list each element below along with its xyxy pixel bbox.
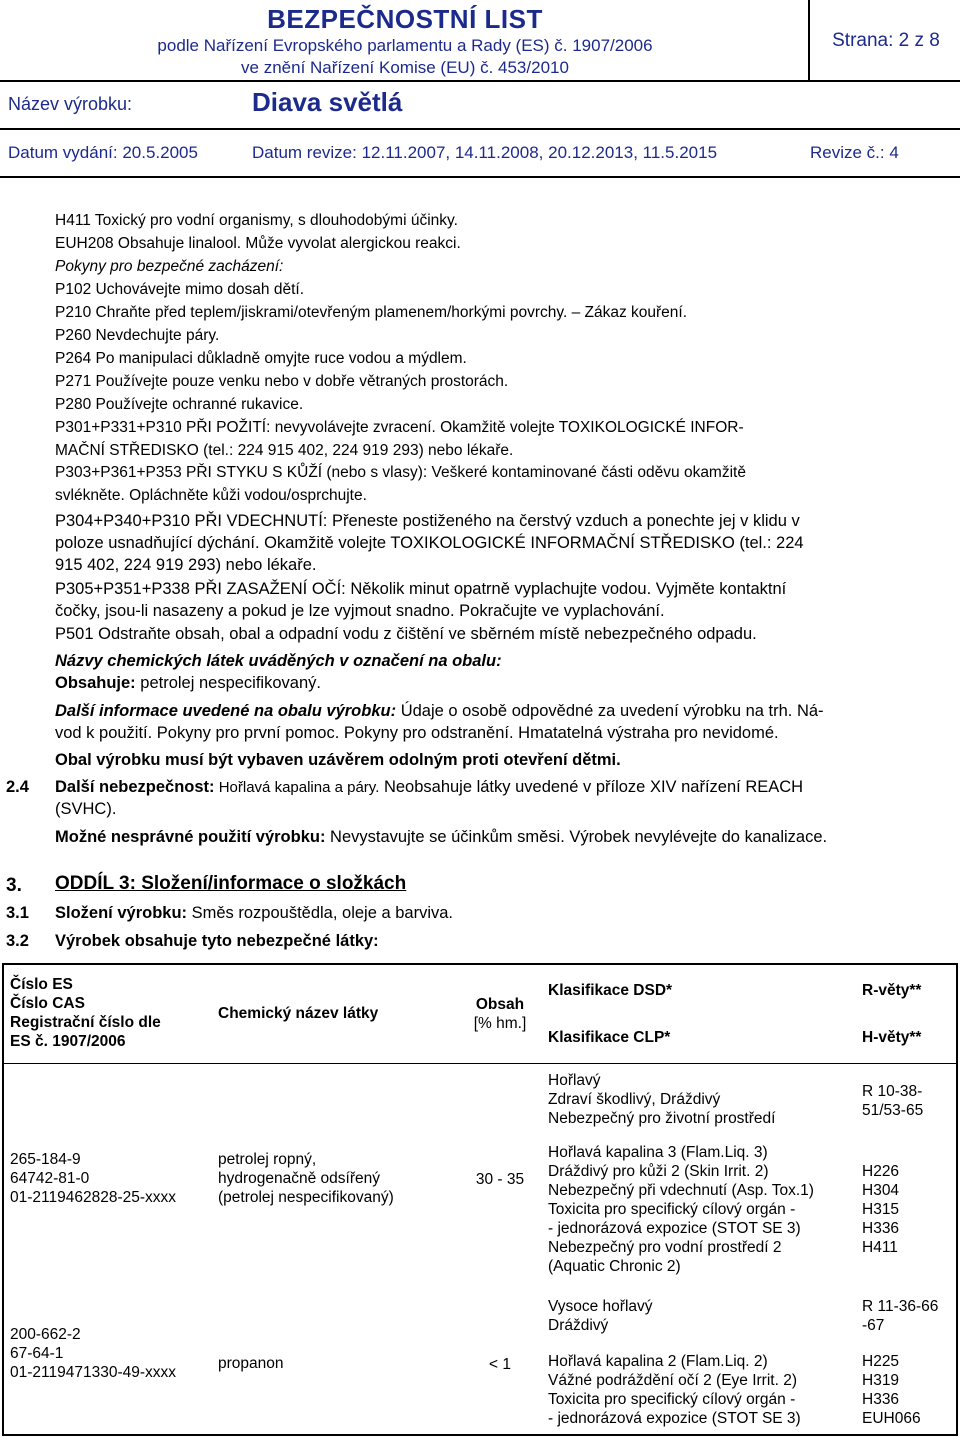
precaution-statement: P304+P340+P310 PŘI VDECHNUTÍ: Přeneste postiženého na čerstvý vzduch a ponechte jej v klidu v	[55, 512, 800, 530]
substance-ids	[10, 1325, 176, 1382]
header-line: Číslo ES	[10, 976, 73, 993]
cell-line: Hořlavá kapalina 3 (Flam.Liq. 3)	[548, 1144, 768, 1161]
section-number: 2.4	[6, 778, 29, 796]
amendment-subtitle: ve znění Nařízení Komise (EU) č. 453/2010	[241, 58, 569, 77]
cell-line: R 11-36-66	[862, 1298, 939, 1315]
revision-dates: Datum revize: 12.11.2007, 14.11.2008, 20.12.2013, 11.5.2015	[252, 143, 718, 162]
cell-line: Dráždivý pro kůži 2 (Skin Irrit. 2)	[548, 1163, 769, 1180]
r-phrases	[862, 1297, 938, 1335]
other-info-text: Údaje o osobě odpovědné za uvedení výrobku na trh. Ná-	[396, 702, 824, 720]
header-rule	[0, 176, 960, 178]
other-hazards-label: Další nebezpečnost:	[55, 778, 215, 796]
cell-line: 51/53-65	[862, 1102, 924, 1119]
cell-line: propanon	[218, 1355, 284, 1372]
precaution-statement: P260 Nevdechujte páry.	[55, 327, 220, 344]
precaution-heading: Pokyny pro bezpečné zacházení:	[55, 258, 284, 275]
header-rule	[0, 80, 960, 82]
revision-number: Revize č.: 4	[810, 143, 899, 162]
precaution-statement: P501 Odstraňte obsah, obal a odpadní vodu z čištění ve sběrném místě nebezpečného odpadu.	[55, 625, 757, 643]
header-line: Číslo CAS	[10, 995, 85, 1012]
h-phrases	[862, 1352, 921, 1428]
precaution-statement: svlékněte. Opláchněte kůži vodou/osprchujte.	[55, 487, 367, 504]
col-header-h: H-věty**	[862, 1029, 922, 1046]
cell-line: Toxicita pro specifický cílový orgán -	[548, 1201, 796, 1218]
header-line: Obsah	[475, 996, 525, 1013]
contains-label: Obsahuje:	[55, 674, 136, 692]
misuse-label: Možné nesprávné použití výrobku:	[55, 828, 326, 846]
precaution-statement: P271 Používejte pouze venku nebo v dobře větraných prostorách.	[55, 373, 509, 390]
cell-line: - jednorázová expozice (STOT SE 3)	[548, 1410, 801, 1427]
precaution-statement: MAČNÍ STŘEDISKO (tel.: 224 915 402, 224 919 293) nebo lékaře.	[55, 442, 514, 459]
hazard-statement: EUH208 Obsahuje linalool. Může vyvolat alergickou reakci.	[55, 235, 461, 252]
cell-line: Toxicita pro specifický cílový orgán -	[548, 1391, 796, 1408]
precaution-statement: P280 Používejte ochranné rukavice.	[55, 396, 304, 413]
contains-line	[55, 674, 321, 693]
product-name: Diava světlá	[252, 87, 403, 117]
product-label: Název výrobku:	[8, 94, 133, 114]
chemical-names-heading: Názvy chemických látek uváděných v označení na obalu:	[55, 652, 502, 670]
cell-line: EUH066	[862, 1410, 921, 1427]
other-hazards-line: (SVHC).	[55, 800, 117, 818]
cell-line: Hořlavý	[548, 1072, 601, 1089]
cell-line: - jednorázová expozice (STOT SE 3)	[548, 1220, 801, 1237]
substance-content: 30 - 35	[475, 1171, 525, 1188]
cell-line: 01-2119462828-25-xxxx	[10, 1189, 177, 1206]
precaution-statement: P210 Chraňte před teplem/jiskrami/otevřeným plamenem/horkými povrchy. – Zákaz kouření.	[55, 304, 688, 321]
precaution-statement: P102 Uchovávejte mimo dosah dětí.	[55, 281, 304, 298]
precaution-statement: P303+P361+P353 PŘI STYKU S KŮŽÍ (nebo s vlasy): Veškeré kontaminované části oděvu okamžitě	[55, 464, 746, 481]
col-header-content	[450, 995, 550, 1033]
regulation-subtitle: podle Nařízení Evropského parlamentu a Rady (ES) č. 1907/2006	[157, 36, 653, 55]
cell-line: 67-64-1	[10, 1345, 64, 1362]
substance-ids	[10, 1150, 176, 1207]
cell-line: H336	[862, 1220, 900, 1237]
issue-date: Datum vydání: 20.5.2005	[8, 143, 198, 162]
dsd-classification	[548, 1297, 653, 1335]
table-header-rule	[2, 1063, 958, 1064]
header-divider	[808, 0, 810, 80]
child-closure-note: Obal výrobku musí být vybaven uzávěrem odolným proti otevření dětmi.	[55, 751, 621, 769]
cell-line: H319	[862, 1372, 900, 1389]
precaution-statement: P305+P351+P338 PŘI ZASAŽENÍ OČÍ: Několik minut opatrně vyplachujte vodou. Vyjměte kontaktní	[55, 580, 787, 598]
other-hazards-text: Neobsahuje látky uvedené v příloze XIV nařízení REACH	[379, 778, 804, 796]
cell-line: H411	[862, 1239, 898, 1256]
hazardous-substances-heading: Výrobek obsahuje tyto nebezpečné látky:	[55, 932, 379, 950]
col-header-r: R-věty**	[862, 982, 922, 999]
section-3-title: ODDÍL 3: Složení/informace o složkách	[55, 873, 407, 894]
misuse-text: Nevystavujte se účinkům směsi. Výrobek nevylévejte do kanalizace.	[325, 828, 828, 846]
composition-text: Směs rozpouštědla, oleje a barviva.	[187, 904, 454, 922]
cell-line: H225	[862, 1353, 900, 1370]
section-number: 3.2	[6, 932, 29, 950]
cell-line: Nebezpečný pro vodní prostředí 2	[548, 1239, 782, 1256]
other-info-line	[55, 702, 824, 721]
substance-name	[218, 1150, 394, 1207]
precaution-statement: poloze usnadňující dýchání. Okamžitě volejte TOXIKOLOGICKÉ INFORMAČNÍ STŘEDISKO (tel.: 224	[55, 534, 804, 552]
precaution-statement: 915 402, 224 919 293) nebo lékaře.	[55, 556, 317, 574]
col-header-ids	[10, 975, 161, 1051]
cell-line: (Aquatic Chronic 2)	[548, 1258, 681, 1275]
cell-line: H336	[862, 1391, 900, 1408]
other-hazards-line	[55, 778, 803, 797]
cell-line: 265-184-9	[10, 1151, 81, 1168]
document-title: BEZPEČNOSTNÍ LIST	[267, 4, 543, 34]
cell-line: hydrogenačně odsířený	[218, 1170, 381, 1187]
cell-line: Nebezpečný pro životní prostředí	[548, 1110, 776, 1127]
cell-line: -67	[862, 1317, 885, 1334]
cell-line: Vážné podráždění očí 2 (Eye Irrit. 2)	[548, 1372, 797, 1389]
cell-line: R 10-38-	[862, 1083, 923, 1100]
cell-line: 200-662-2	[10, 1326, 81, 1343]
other-info-line: vod k použití. Pokyny pro první pomoc. Pokyny pro odstranění. Hmatatelná výstraha pro nevidomé.	[55, 724, 779, 742]
cell-line: 64742-81-0	[10, 1170, 90, 1187]
precaution-statement: čočky, jsou-li nasazeny a pokud je lze vyjmout snadno. Pokračujte ve vyplachování.	[55, 602, 665, 620]
header-line: Registrační číslo dle	[10, 1014, 161, 1031]
dsd-classification	[548, 1071, 775, 1128]
clp-classification	[548, 1143, 814, 1276]
composition-line	[55, 904, 453, 923]
composition-label: Složení výrobku:	[55, 904, 188, 922]
other-hazards-small: Hořlavá kapalina a páry.	[214, 779, 380, 796]
precaution-statement: P301+P331+P310 PŘI POŽITÍ: nevyvolávejte zvracení. Okamžitě volejte TOXIKOLOGICKÉ INFOR-	[55, 419, 744, 436]
cell-line: Nebezpečný při vdechnutí (Asp. Tox.1)	[548, 1182, 814, 1199]
hazard-statement: H411 Toxický pro vodní organismy, s dlouhodobými účinky.	[55, 212, 458, 229]
cell-line: (petrolej nespecifikovaný)	[218, 1189, 394, 1206]
section-number: 3.	[6, 875, 22, 896]
cell-line: Hořlavá kapalina 2 (Flam.Liq. 2)	[548, 1353, 768, 1370]
contains-value: petrolej nespecifikovaný.	[135, 674, 321, 692]
col-header-clp: Klasifikace CLP*	[548, 1029, 671, 1046]
page-number: Strana: 2 z 8	[832, 30, 940, 51]
col-header-name: Chemický název látky	[218, 1005, 379, 1022]
col-header-dsd: Klasifikace DSD*	[548, 982, 673, 999]
substance-name	[218, 1354, 284, 1373]
section-number: 3.1	[6, 904, 29, 922]
cell-line: 01-2119471330-49-xxxx	[10, 1364, 177, 1381]
r-phrases	[862, 1082, 923, 1120]
cell-line: H226	[862, 1163, 900, 1180]
cell-line: Zdraví škodlivý, Dráždivý	[548, 1091, 721, 1108]
cell-line: Vysoce hořlavý	[548, 1298, 653, 1315]
header-line: ES č. 1907/2006	[10, 1033, 126, 1050]
header-rule	[0, 128, 960, 130]
other-info-label: Další informace uvedené na obalu výrobku:	[55, 702, 397, 720]
cell-line: H304	[862, 1182, 900, 1199]
misuse-line	[55, 828, 827, 847]
clp-classification	[548, 1352, 801, 1428]
h-phrases	[862, 1162, 899, 1257]
cell-line: H315	[862, 1201, 900, 1218]
cell-line: Dráždivý	[548, 1317, 609, 1334]
header-line: [% hm.]	[473, 1015, 527, 1032]
precaution-statement: P264 Po manipulaci důkladně omyjte ruce vodou a mýdlem.	[55, 350, 467, 367]
substance-content: < 1	[489, 1356, 511, 1373]
cell-line: petrolej ropný,	[218, 1151, 317, 1168]
